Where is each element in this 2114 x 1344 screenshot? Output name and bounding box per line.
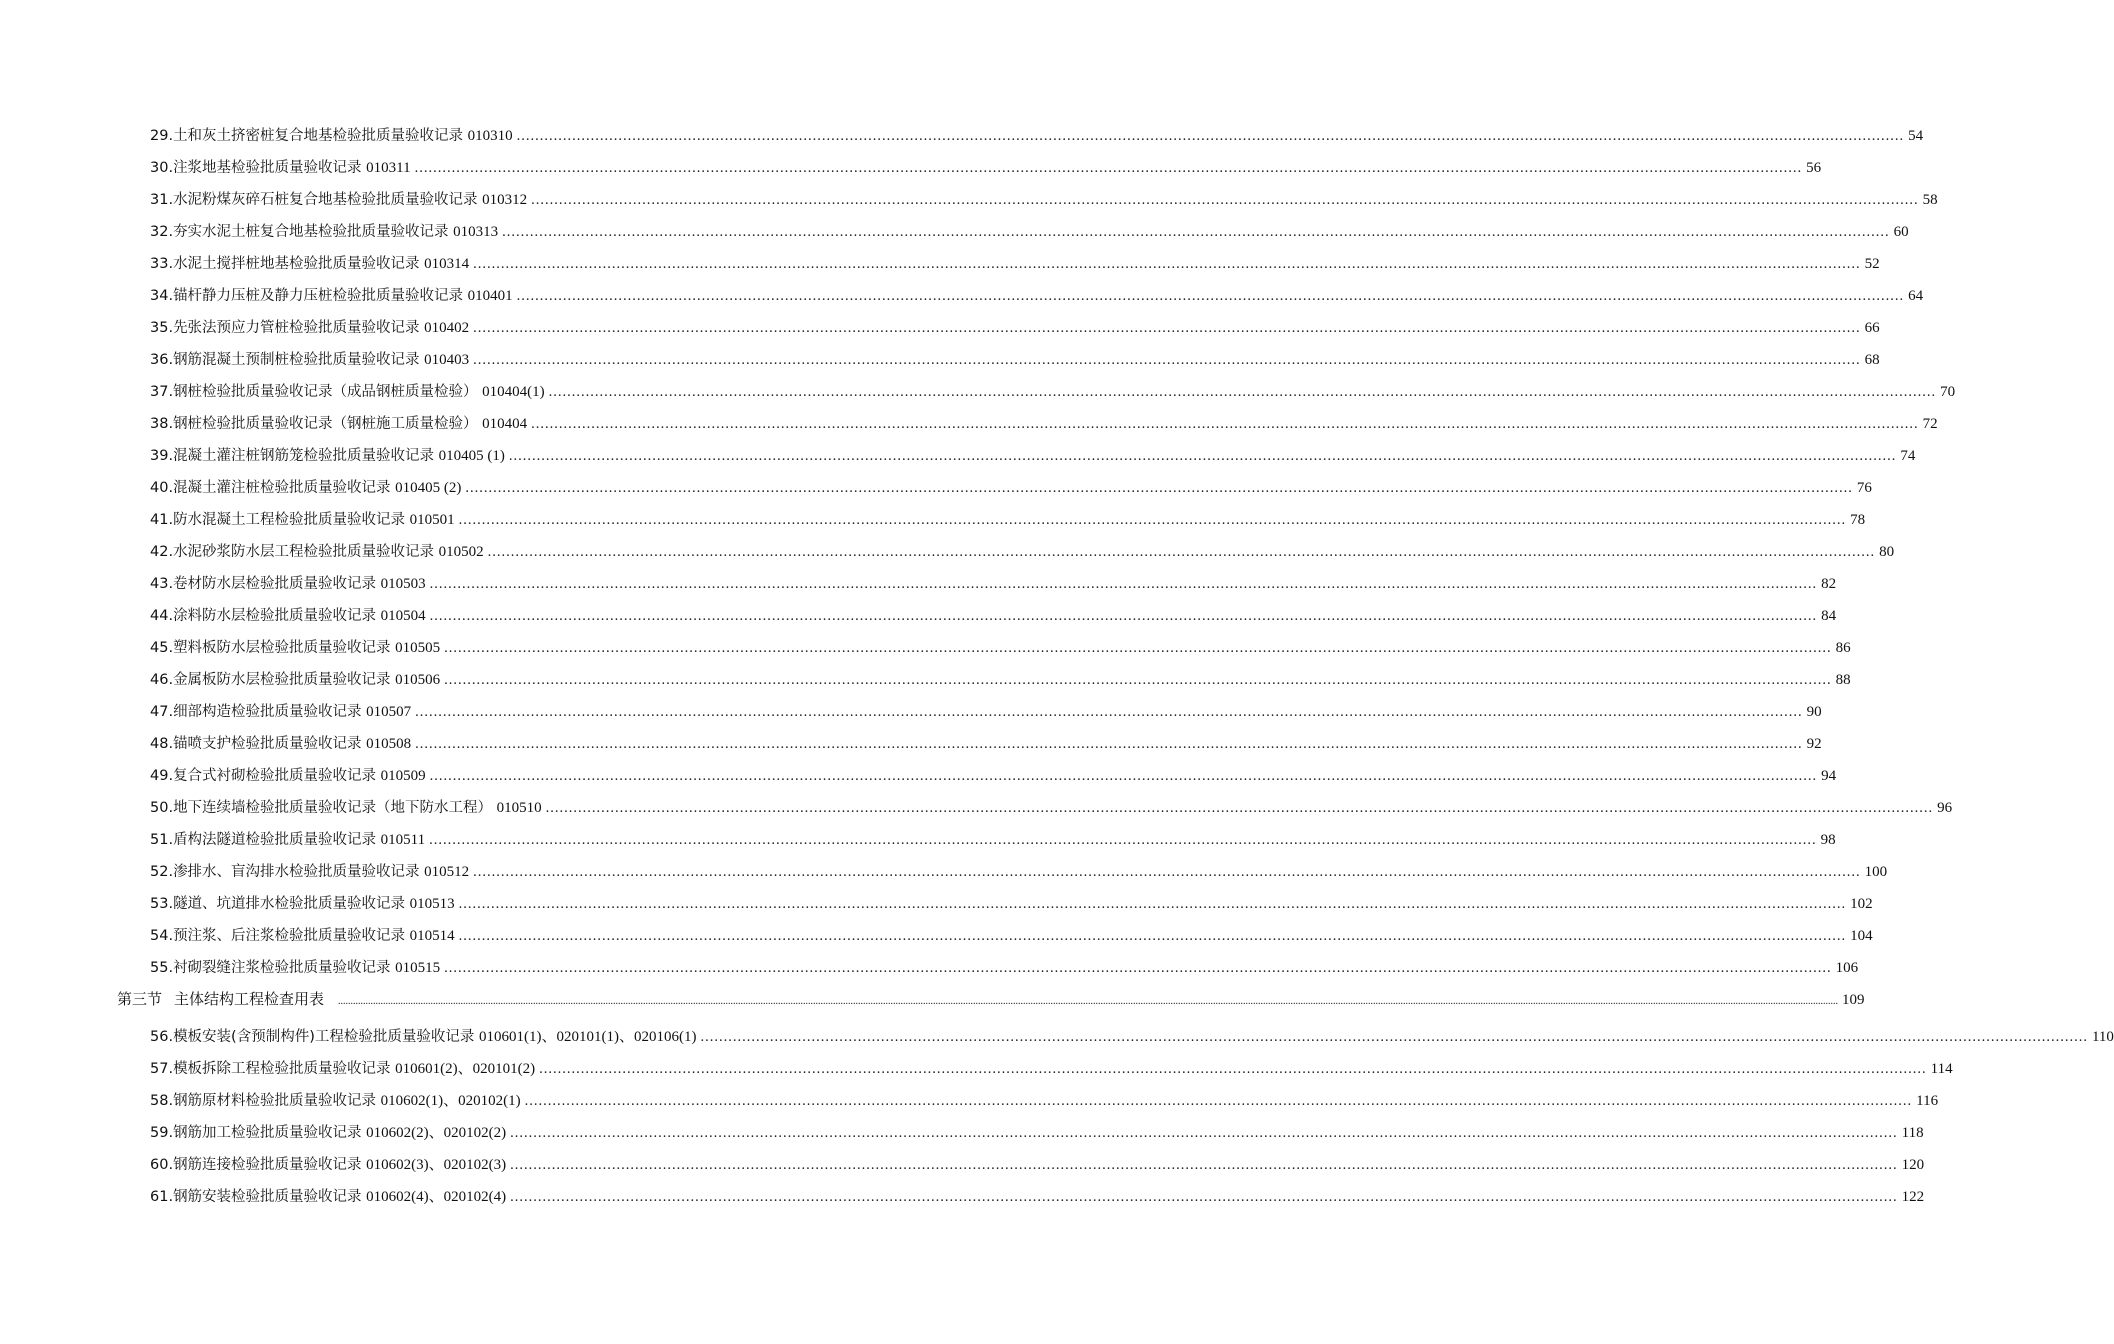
toc-entry-title (150, 798, 542, 818)
toc-entry[interactable] (150, 478, 1872, 498)
toc-entry-text: 钢桩检验批质量验收记录（成品钢桩质量检验） (173, 384, 478, 400)
toc-entry-code: 010403 (424, 352, 470, 368)
toc-entry[interactable] (150, 1187, 1925, 1207)
toc-entry[interactable] (150, 574, 1837, 594)
toc-entry-number: 48. (150, 736, 174, 752)
toc-entry-page: 80 (1879, 544, 1895, 560)
toc-entry-title (150, 478, 461, 498)
toc-entry-text: 涂料防水层检验批质量验收记录 (173, 608, 377, 624)
dot-leader: ............................................................................................................................................................................................................................................................................................................ (473, 256, 1861, 272)
toc-entry-page: 72 (1922, 416, 1938, 432)
toc-entry-text: 隧道、坑道排水检验批质量验收记录 (173, 896, 406, 912)
toc-entry-title (150, 382, 545, 402)
toc-entry-title (150, 734, 411, 754)
toc-entry-number: 38. (150, 416, 174, 432)
toc-entry-number: 50. (150, 800, 174, 816)
dot-leader: ............................................................................................................................................................................................................................................................................................................ (429, 576, 1818, 592)
toc-entry-title (150, 318, 469, 338)
dot-leader: ............................................................................................................................................................................................................................................................................................................ (539, 1061, 1927, 1077)
toc-entry-code: 010402 (424, 320, 470, 336)
dot-leader: ............................................................................................................................................................................................................................................................................................................ (510, 1189, 1898, 1205)
toc-entry-code: 010502 (438, 544, 484, 560)
toc-entry[interactable] (150, 926, 1873, 946)
toc-entry-title (150, 190, 527, 210)
dot-leader: ............................................................................................................................................................................................................................................................................................................ (458, 896, 1847, 912)
toc-entry-title (150, 1059, 535, 1079)
toc-entry-page: 58 (1922, 192, 1938, 208)
toc-entry-code: 010506 (395, 672, 441, 688)
dot-leader: ............................................................................................................................................................................................................................................................................................................ (458, 512, 1847, 528)
toc-entry-title (150, 158, 411, 178)
toc-entry-text: 钢筋加工检验批质量验收记录 (173, 1125, 362, 1141)
toc-entry-code: 010510 (496, 800, 542, 816)
dot-leader: ............................................................................................................................................................................................................................................................................................................ (415, 704, 1803, 720)
section-title-text: 主体结构工程检查用表 (174, 990, 325, 1008)
toc-entry[interactable] (150, 382, 1956, 402)
section-page: 109 (1842, 992, 1865, 1008)
toc-entry-page: 88 (1835, 672, 1851, 688)
toc-entry-title (150, 862, 469, 882)
toc-entry-page: 94 (1821, 768, 1837, 784)
toc-entry-number: 32. (150, 224, 174, 240)
toc-entry-text: 金属板防水层检验批质量验收记录 (173, 672, 391, 688)
dot-leader: ............................................................................................................................................................................................................................................................................................................ (444, 672, 1832, 688)
toc-entry-number: 52. (150, 864, 174, 880)
toc-entry-number: 55. (150, 960, 174, 976)
toc-entry-code: 010312 (482, 192, 528, 208)
toc-entry-code: 010313 (453, 224, 499, 240)
toc-entry-page: 86 (1835, 640, 1851, 656)
dot-leader: ............................................................................................................................................................................................................................................................................................................ (510, 1125, 1898, 1141)
toc-entry-code: 010501 (409, 512, 455, 528)
toc-entry[interactable] (150, 414, 1938, 434)
toc-entry[interactable] (150, 286, 1924, 306)
dot-leader: ............................................................................................................................................................................................................................................................................................................ (487, 544, 1876, 560)
toc-entry-text: 防水混凝土工程检验批质量验收记录 (173, 512, 406, 528)
toc-entry-code: 010311 (366, 160, 411, 176)
toc-entry-title (150, 638, 440, 658)
toc-entry-number: 29. (150, 128, 174, 144)
toc-entry-page: 66 (1864, 320, 1880, 336)
toc-entry-code: 010602(2)、020102(2) (366, 1125, 507, 1141)
toc-entry-code: 010401 (467, 288, 513, 304)
dot-leader: ............................................................................................................................................................................................................................................................................................................ (414, 160, 1803, 176)
toc-entry-number: 40. (150, 480, 174, 496)
toc-entry[interactable] (150, 958, 1859, 978)
toc-entry-page: 90 (1806, 704, 1822, 720)
toc-entry-text: 锚喷支护检验批质量验收记录 (173, 736, 362, 752)
toc-entry-number: 37. (150, 384, 174, 400)
toc-entry-number: 59. (150, 1125, 174, 1141)
toc-entry-title (150, 1155, 506, 1175)
dot-leader: ............................................................................................................................................................................................................................................................................................................ (510, 1157, 1898, 1173)
toc-entry[interactable] (150, 318, 1880, 338)
toc-entry[interactable] (150, 862, 1888, 882)
toc-entry-code: 010515 (395, 960, 441, 976)
toc-entry-number: 46. (150, 672, 174, 688)
toc-entry-code: 010602(3)、020102(3) (366, 1157, 507, 1173)
dot-leader: ............................................................................................................................................................................................................................................................................................................ (531, 192, 1919, 208)
toc-entry-title (150, 1027, 696, 1047)
toc-entry-number: 41. (150, 512, 174, 528)
toc-entry-page: 118 (1901, 1125, 1924, 1141)
toc-entry-text: 模板安装(含预制构件)工程检验批质量验收记录 (173, 1029, 475, 1045)
toc-entry[interactable] (150, 1123, 1924, 1143)
dot-leader: ............................................................................................................................................................................................................................................................................................................ (531, 416, 1919, 432)
toc-entry-code: 010505 (395, 640, 441, 656)
toc-entry-number: 54. (150, 928, 174, 944)
toc-entry-number: 36. (150, 352, 174, 368)
toc-entry[interactable] (150, 1155, 1925, 1175)
dot-leader: ............................................................................................................................................................................................................................................................................................................ (516, 128, 1905, 144)
toc-entry-code: 010511 (380, 832, 426, 848)
toc-entry-text: 卷材防水层检验批质量验收记录 (173, 576, 377, 592)
toc-entry-title (150, 510, 455, 530)
toc-entry-page: 96 (1937, 800, 1953, 816)
toc-entry-page: 56 (1806, 160, 1822, 176)
toc-entry-text: 盾构法隧道检验批质量验收记录 (173, 832, 377, 848)
toc-entry-text: 夯实水泥土桩复合地基检验批质量验收记录 (173, 224, 449, 240)
toc-entry-title (150, 574, 426, 594)
toc-entry-number: 39. (150, 448, 174, 464)
toc-entry-title (150, 1187, 506, 1207)
toc-entry-text: 水泥砂浆防水层工程检验批质量验收记录 (173, 544, 435, 560)
dot-leader: ............................................................................................................................................................................................................................................................................................................ (415, 736, 1803, 752)
toc-entry-text: 渗排水、盲沟排水检验批质量验收记录 (173, 864, 420, 880)
toc-entry-number: 44. (150, 608, 174, 624)
toc-entry-title (150, 670, 440, 690)
dot-leader: ............................................................................................................................................................................................................................................................................................................ (524, 1093, 1913, 1109)
toc-entry-title (150, 958, 440, 978)
toc-entry-page: 122 (1901, 1189, 1925, 1205)
toc-entry-code: 010405 (1) (438, 448, 505, 464)
toc-entry-number: 51. (150, 832, 174, 848)
toc-entry-code: 010503 (380, 576, 426, 592)
toc-entry-page: 100 (1864, 864, 1888, 880)
toc-entry-text: 钢筋连接检验批质量验收记录 (173, 1157, 362, 1173)
toc-entry-number: 49. (150, 768, 174, 784)
dot-leader: ............................................................................................................................................................................................................................................................................................................ (545, 800, 1934, 816)
toc-entry-text: 模板拆除工程检验批质量验收记录 (173, 1061, 391, 1077)
toc-entry-title (150, 702, 411, 722)
toc-entry[interactable] (150, 670, 1851, 690)
toc-entry[interactable] (150, 734, 1822, 754)
toc-entry-number: 30. (150, 160, 174, 176)
toc-entry-title (150, 830, 425, 850)
toc-entry-text: 锚杆静力压桩及静力压桩检验批质量验收记录 (173, 288, 464, 304)
toc-entry-title (150, 606, 426, 626)
toc-entry-page: 70 (1940, 384, 1956, 400)
toc-entry-code: 010310 (467, 128, 513, 144)
toc-entry-code: 010508 (366, 736, 412, 752)
toc-entry-number: 31. (150, 192, 174, 208)
toc-entry-page: 84 (1821, 608, 1837, 624)
dot-leader: ............................................................................................................................................................................................................................................................................................................ (508, 448, 1897, 464)
toc-entry[interactable] (150, 1091, 1939, 1111)
toc-entry-text: 预注浆、后注浆检验批质量验收记录 (173, 928, 406, 944)
toc-entry-title (150, 286, 513, 306)
toc-entry-text: 钢筋混凝土预制桩检验批质量验收记录 (173, 352, 420, 368)
toc-entry-code: 010601(1)、020101(1)、020106(1) (478, 1029, 697, 1045)
dot-leader: ............................................................................................................................................................................................................................................................................................................ (473, 864, 1861, 880)
toc-entry-code: 010507 (366, 704, 412, 720)
toc-entry[interactable] (150, 446, 1916, 466)
toc-entry-text: 混凝土灌注桩钢筋笼检验批质量验收记录 (173, 448, 435, 464)
toc-entry-text: 地下连续墙检验批质量验收记录（地下防水工程） (173, 800, 493, 816)
toc-entry-number: 53. (150, 896, 174, 912)
dot-leader: ............................................................................................................................................................................................................................................................................................................ (465, 480, 1853, 496)
dot-leader: ............................................................................................................................................................................................................................................................................................................ (458, 928, 1847, 944)
toc-entry-page: 116 (1916, 1093, 1939, 1109)
toc-entry-code: 010513 (409, 896, 455, 912)
dot-leader: ............................................................................................................................................................................................................................................................................................................ (429, 608, 1818, 624)
toc-entry-number: 58. (150, 1093, 174, 1109)
dot-leader: ............................................................................................................................................................................................................................................................................................................ (444, 960, 1832, 976)
toc-entry-number: 45. (150, 640, 174, 656)
toc-entry-page: 104 (1850, 928, 1873, 944)
toc-entry[interactable] (150, 638, 1851, 658)
toc-entry-title (150, 1123, 506, 1143)
toc-entry-page: 98 (1820, 832, 1836, 848)
toc-entry-code: 010509 (380, 768, 426, 784)
dot-leader: ............................................................................................................................................................................................................................................................................................................ (548, 384, 1937, 400)
toc-entry-code: 010512 (424, 864, 470, 880)
toc-entry[interactable] (150, 222, 1909, 242)
section-title (117, 989, 324, 1009)
toc-entry[interactable] (150, 1059, 1953, 1079)
toc-entry-code: 010404 (482, 416, 528, 432)
toc-entry-title (150, 894, 455, 914)
toc-entry-page: 82 (1821, 576, 1837, 592)
toc-entry[interactable] (150, 254, 1880, 274)
toc-entry-number: 56. (150, 1029, 174, 1045)
dot-leader: ............................................................................................................................................................................................................................................................................................................ (444, 640, 1832, 656)
toc-entry[interactable] (150, 766, 1837, 786)
toc-entry-page: 102 (1850, 896, 1873, 912)
toc-entry-text: 水泥土搅拌桩地基检验批质量验收记录 (173, 256, 420, 272)
toc-entry-text: 衬砌裂缝注浆检验批质量验收记录 (173, 960, 391, 976)
toc-entry-title (150, 542, 484, 562)
toc-entry-text: 注浆地基检验批质量验收记录 (173, 160, 362, 176)
toc-entry-text: 钢筋原材料检验批质量验收记录 (173, 1093, 377, 1109)
toc-entry-page: 114 (1930, 1061, 1953, 1077)
toc-entry[interactable] (150, 542, 1895, 562)
toc-entry-code: 010514 (409, 928, 455, 944)
toc-entry-text: 细部构造检验批质量验收记录 (173, 704, 362, 720)
toc-entry-code: 010404(1) (482, 384, 545, 400)
dot-leader: ............................................................................................................................................................................................................................................................................................................ (700, 1029, 2088, 1045)
toc-entry[interactable] (150, 702, 1822, 722)
toc-entry-title (150, 126, 513, 146)
toc-entry-number: 43. (150, 576, 174, 592)
toc-entry-number: 61. (150, 1189, 174, 1205)
toc-entry-number: 60. (150, 1157, 174, 1173)
toc-entry-title (150, 766, 426, 786)
toc-entry-title (150, 926, 455, 946)
toc-entry-title (150, 254, 469, 274)
dot-leader: ............................................................................................................................................................................................................................................................................................................ (429, 832, 1817, 848)
dot-leader: ........................................................................................................................................................................................................................................................................................................................................................................................................................................................................................................................................................................................................................ (338, 996, 1839, 1007)
toc-entry[interactable] (150, 126, 1924, 146)
toc-entry[interactable] (150, 830, 1836, 850)
toc-entry-number: 57. (150, 1061, 174, 1077)
toc-entry-number: 47. (150, 704, 174, 720)
toc-entry-page: 106 (1835, 960, 1859, 976)
toc-entry-number: 42. (150, 544, 174, 560)
toc-entry[interactable] (150, 894, 1873, 914)
toc-entry[interactable] (150, 798, 1953, 818)
toc-entry-title (150, 414, 527, 434)
section-label: 第三节 (117, 990, 163, 1008)
toc-entry-page: 60 (1893, 224, 1909, 240)
toc-entry-title (150, 350, 469, 370)
toc-entry-text: 土和灰土挤密桩复合地基检验批质量验收记录 (173, 128, 464, 144)
toc-entry-text: 钢桩检验批质量验收记录（钢桩施工质量检验） (173, 416, 478, 432)
toc-entry-page: 64 (1908, 288, 1924, 304)
toc-entry-text: 先张法预应力管桩检验批质量验收记录 (173, 320, 420, 336)
toc-entry-text: 塑料板防水层检验批质量验收记录 (173, 640, 391, 656)
toc-entry-page: 52 (1864, 256, 1880, 272)
toc-entry-text: 水泥粉煤灰碎石桩复合地基检验批质量验收记录 (173, 192, 478, 208)
toc-entry-page: 120 (1901, 1157, 1925, 1173)
toc-entry-page: 78 (1850, 512, 1866, 528)
toc-entry[interactable] (150, 158, 1822, 178)
toc-entry-number: 34. (150, 288, 174, 304)
toc-entry-code: 010602(4)、020102(4) (366, 1189, 507, 1205)
toc-entry[interactable] (150, 190, 1938, 210)
toc-entry-number: 33. (150, 256, 174, 272)
toc-entry-title (150, 446, 505, 466)
toc-entry-code: 010601(2)、020101(2) (395, 1061, 536, 1077)
toc-entry-code: 010405 (2) (395, 480, 462, 496)
toc-entry-page: 54 (1908, 128, 1924, 144)
toc-entry-code: 010504 (380, 608, 426, 624)
toc-entry-text: 混凝土灌注桩检验批质量验收记录 (173, 480, 391, 496)
toc-entry-text: 钢筋安装检验批质量验收记录 (173, 1189, 362, 1205)
toc-entry-title (150, 222, 498, 242)
toc-entry[interactable] (150, 1027, 2114, 1047)
dot-leader: ............................................................................................................................................................................................................................................................................................................ (502, 224, 1890, 240)
toc-entry[interactable] (150, 510, 1866, 530)
toc-entry-code: 010314 (424, 256, 470, 272)
toc-entry-page: 74 (1900, 448, 1916, 464)
toc-entry-code: 010602(1)、020102(1) (380, 1093, 521, 1109)
dot-leader: ............................................................................................................................................................................................................................................................................................................ (473, 352, 1861, 368)
dot-leader: ............................................................................................................................................................................................................................................................................................................ (516, 288, 1905, 304)
toc-entry-number: 35. (150, 320, 174, 336)
toc-entry-title (150, 1091, 521, 1111)
section-heading[interactable] (117, 989, 1865, 1012)
dot-leader: ............................................................................................................................................................................................................................................................................................................ (429, 768, 1818, 784)
toc-entry[interactable] (150, 350, 1880, 370)
toc-entry-page: 76 (1856, 480, 1872, 496)
dot-leader: ............................................................................................................................................................................................................................................................................................................ (473, 320, 1861, 336)
toc-entry-page: 92 (1806, 736, 1822, 752)
toc-entry[interactable] (150, 606, 1837, 626)
toc-entry-text: 复合式衬砌检验批质量验收记录 (173, 768, 377, 784)
toc-entry-page: 110 (2091, 1029, 2114, 1045)
toc-entry-page: 68 (1864, 352, 1880, 368)
